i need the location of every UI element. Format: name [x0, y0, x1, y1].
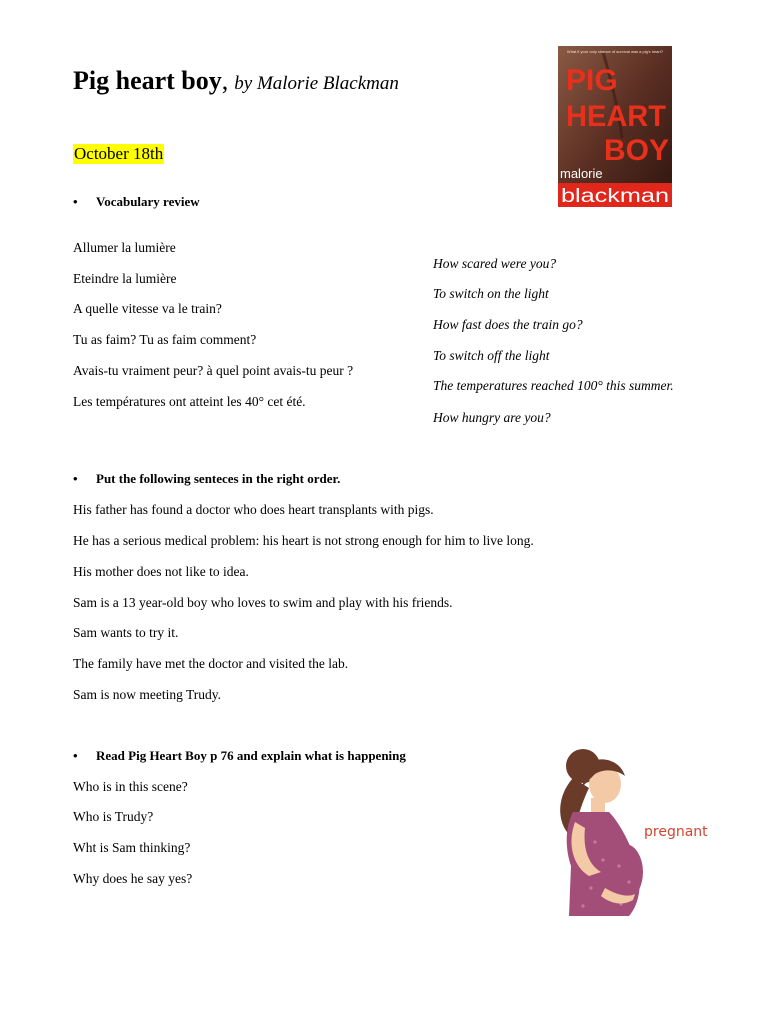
date-highlight: October 18th: [74, 144, 164, 163]
sentence-item: The family have met the doctor and visited the lab.: [73, 656, 349, 671]
pregnant-label: pregnant: [644, 824, 708, 840]
french-item: Allumer la lumière: [73, 240, 176, 255]
cover-author-first: malorie: [560, 166, 603, 181]
french-item: Tu as faim? Tu as faim comment?: [73, 332, 257, 347]
title-comma: ,: [221, 66, 229, 95]
reading-heading-text: Read Pig Heart Boy p 76 and explain what is happening: [96, 748, 406, 763]
bullet-marker: •: [73, 194, 78, 209]
sentence-item: Sam is a 13 year-old boy who loves to swim and play with his friends.: [73, 595, 453, 610]
sentence-item: He has a serious medical problem: his heart is not strong enough for him to live long.: [73, 533, 534, 548]
ordering-heading-text: Put the following senteces in the right order.: [96, 471, 341, 486]
author-byline: by Malorie Blackman: [234, 73, 399, 94]
french-item: Avais-tu vraiment peur? à quel point avais-tu peur ?: [73, 363, 354, 378]
cover-title-boy: BOY: [604, 134, 670, 167]
french-item: Eteindre la lumière: [73, 271, 177, 286]
sentence-item: His father has found a doctor who does heart transplants with pigs.: [73, 502, 434, 517]
french-item: Les températures ont atteint les 40° cet été.: [73, 394, 306, 409]
sentence-item: Sam is now meeting Trudy.: [73, 687, 222, 702]
question-item: Who is Trudy?: [73, 809, 154, 824]
page-title: [73, 66, 399, 96]
question-item: Wht is Sam thinking?: [73, 840, 191, 855]
bullet-marker: •: [73, 748, 78, 763]
vocabulary-heading-text: Vocabulary review: [96, 194, 200, 209]
english-item: To switch on the light: [433, 286, 549, 301]
english-item: To switch off the light: [433, 348, 550, 363]
english-item: The temperatures reached 100° this summer.: [433, 378, 674, 393]
english-item: How fast does the train go?: [433, 317, 583, 332]
sentence-item: His mother does not like to idea.: [73, 564, 249, 579]
ordering-heading: [73, 471, 340, 487]
pregnant-woman-illustration: [543, 748, 713, 918]
english-item: How hungry are you?: [433, 410, 551, 425]
cover-title-pig: PIG: [566, 64, 618, 97]
cover-title-heart: HEART: [566, 100, 666, 133]
reading-heading: [73, 748, 406, 764]
french-item: A quelle vitesse va le train?: [73, 301, 222, 316]
cover-tagline: What if your only chance of survival was a pig's heart?: [566, 49, 664, 54]
book-cover-image: [558, 46, 672, 207]
question-item: Who is in this scene?: [73, 779, 188, 794]
cover-author-last: blackman: [561, 186, 669, 207]
english-item: How scared were you?: [433, 256, 557, 271]
bullet-marker: •: [73, 471, 78, 486]
vocabulary-heading: [73, 194, 200, 210]
question-item: Why does he say yes?: [73, 871, 193, 886]
title-main: Pig heart boy: [73, 66, 222, 95]
sentence-item: Sam wants to try it.: [73, 625, 179, 640]
